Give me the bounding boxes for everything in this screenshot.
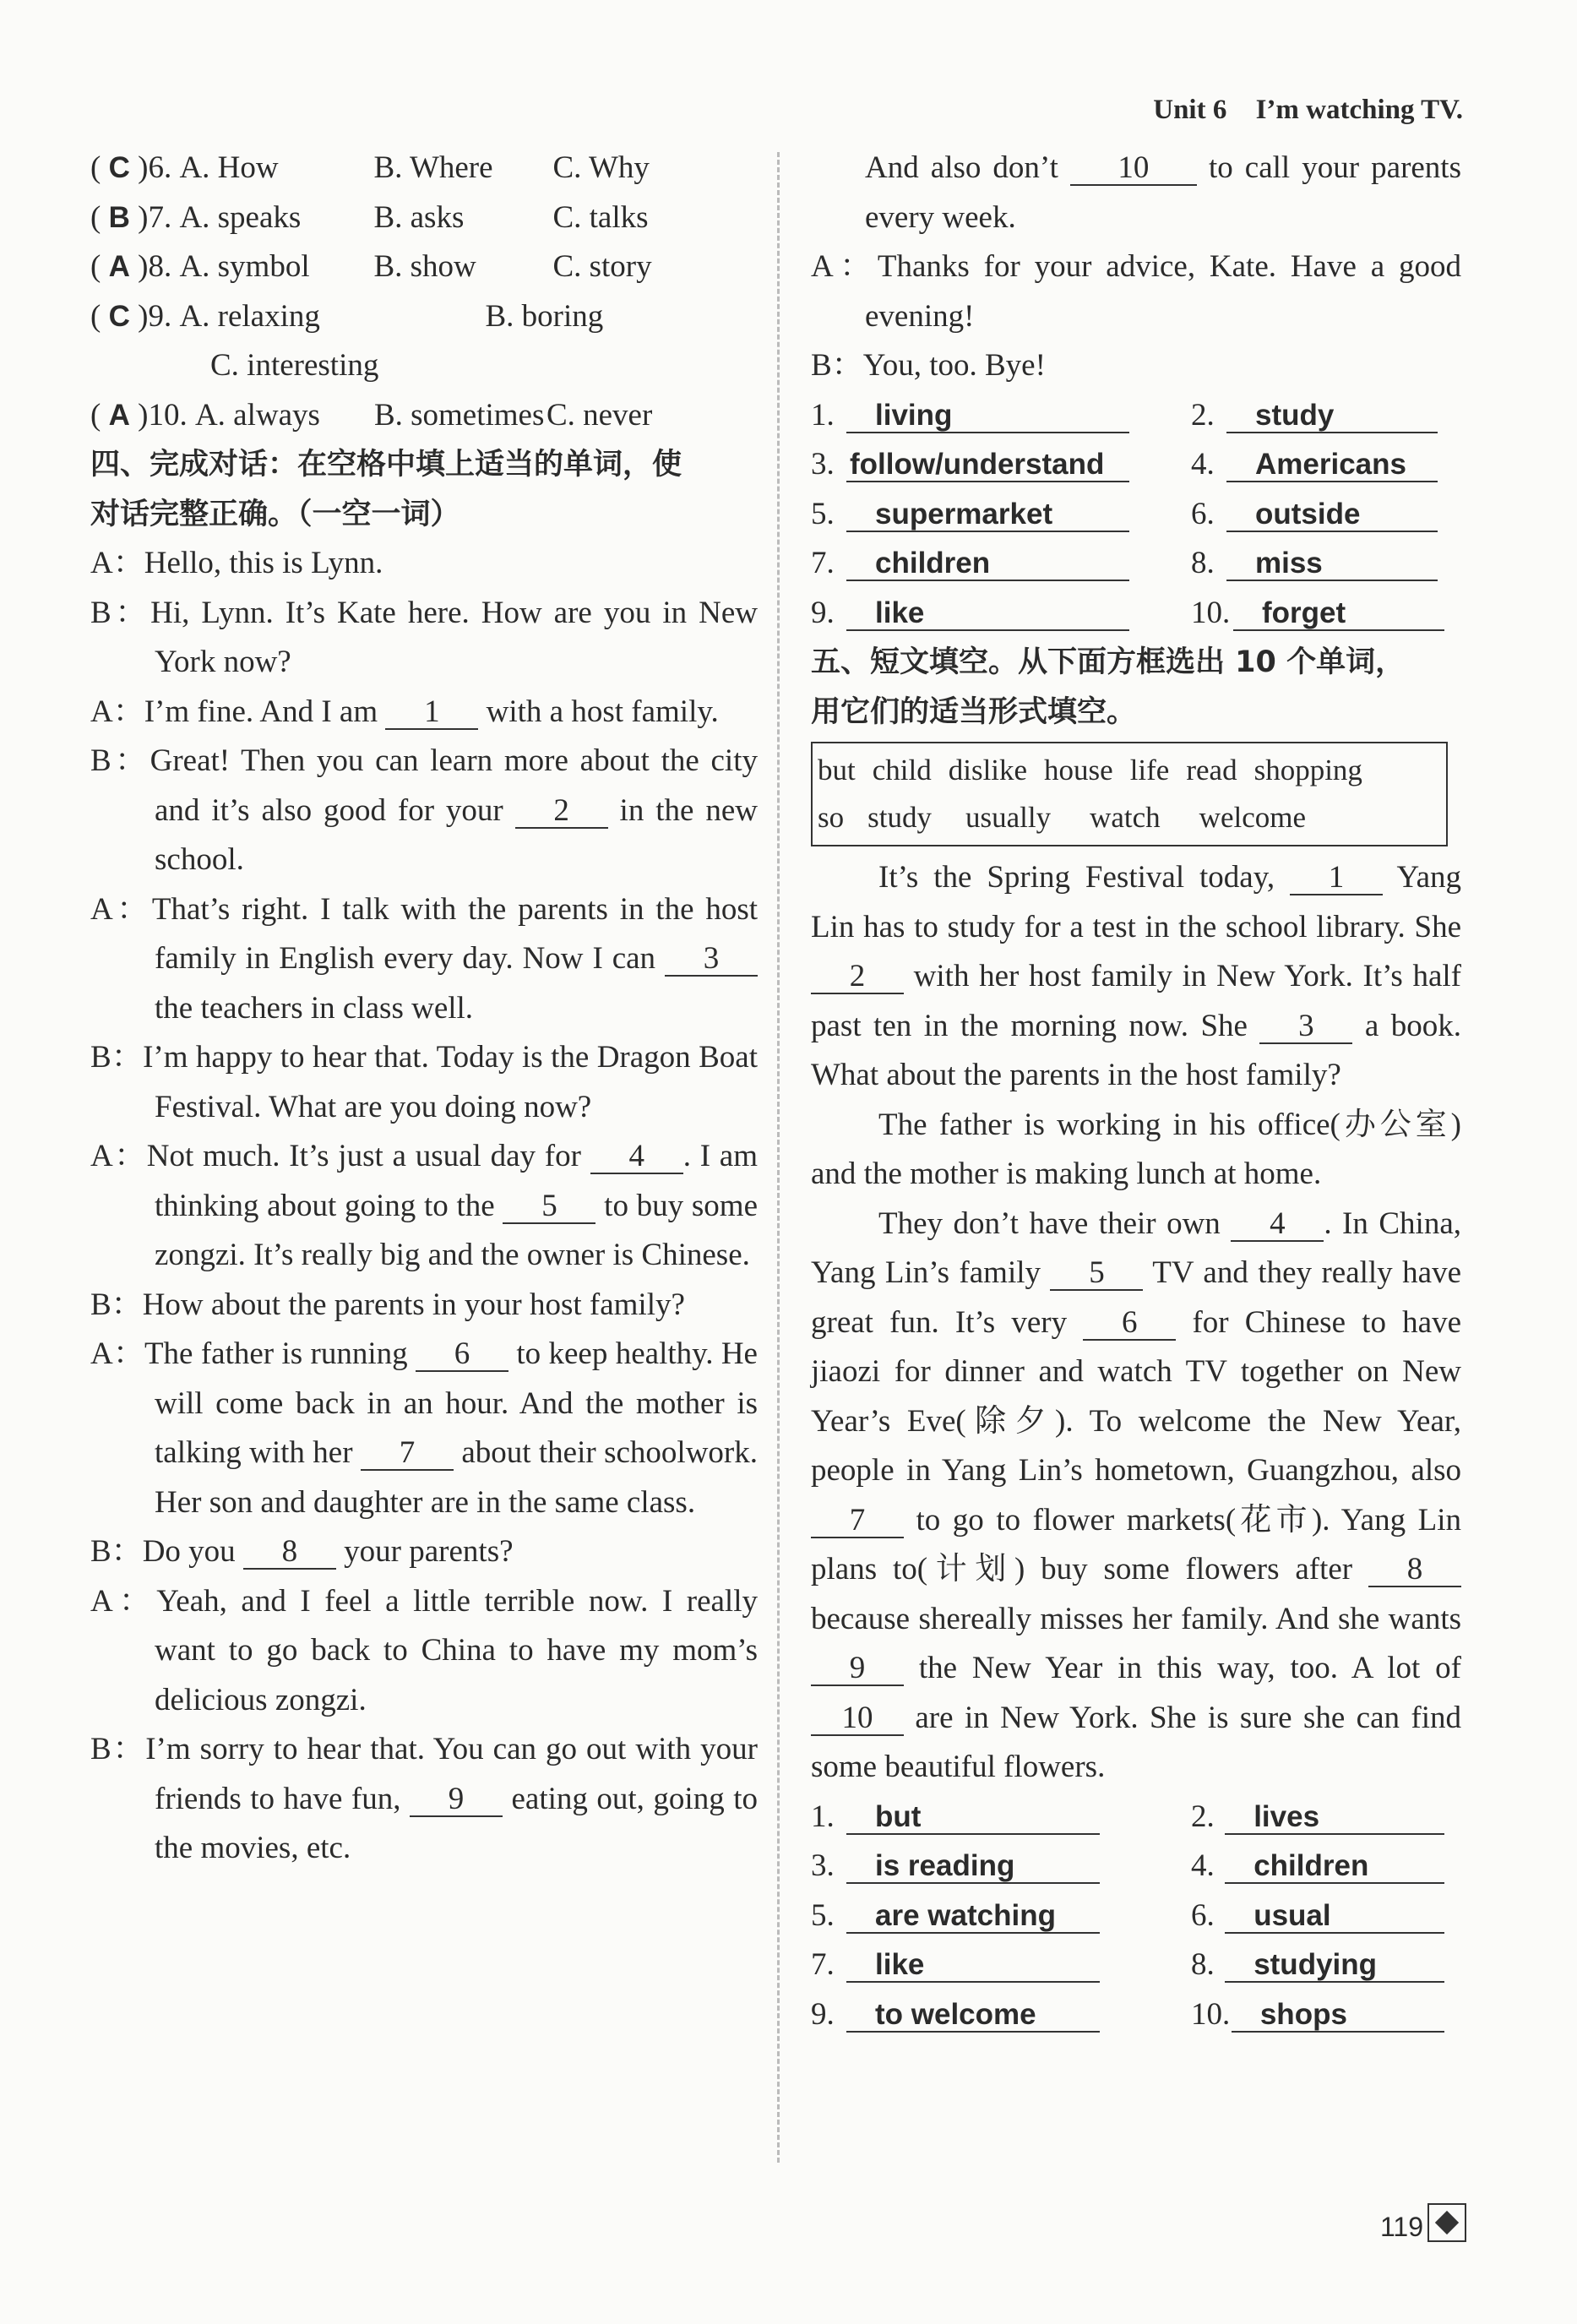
dialogue-line: B：How about the parents in your host family? [90, 1287, 685, 1322]
answer: forget [1233, 597, 1444, 631]
mc-option-b: B. asks [373, 199, 465, 235]
blank: 1 [1290, 862, 1383, 895]
blank: 3 [665, 943, 758, 977]
mc-option-a: A. relaxing [179, 298, 320, 334]
word-box: but child dislike house life read shopping so study usually watch welcome [811, 742, 1448, 846]
answer: study [1226, 400, 1438, 433]
answer: miss [1226, 547, 1438, 581]
mc-item-cont [90, 341, 758, 391]
answer: studying [1225, 1949, 1444, 1983]
mc-option-a: A. always [194, 397, 320, 433]
mc-option-a: A. symbol [179, 249, 310, 284]
blank: 5 [1050, 1257, 1143, 1291]
mc-answer: C [108, 151, 130, 184]
blank: 2 [811, 961, 904, 994]
left-column [90, 144, 758, 1874]
mc-option-c: C. talks [552, 199, 649, 235]
answer: usual [1225, 1900, 1444, 1934]
answer: follow/understand [846, 449, 1129, 482]
blank: 6 [416, 1338, 508, 1372]
right-column [811, 144, 1461, 2039]
dialogue-line: A：Thanks for your advice, Kate. Have a good evening! [811, 249, 1461, 334]
section5-heading: 五、短文填空。从下面方框选出 10 个单词， 用它们的适当形式填空。 [811, 645, 1406, 729]
dialogue-continuation: And also don’t 10 to call your parents every week. [865, 150, 1461, 235]
column-divider [777, 152, 780, 2163]
mc-option-b: B. Where [373, 150, 493, 185]
answer: children [846, 547, 1129, 581]
mc-option-a: A. speaks [179, 199, 302, 235]
dialogue-line: B：Hi, Lynn. It’s Kate here. How are you in New York now? [90, 595, 758, 679]
answer: outside [1226, 498, 1438, 532]
answer: to welcome [846, 1999, 1100, 2033]
page-number: 119 [1380, 2212, 1424, 2242]
diamond-logo-icon [1427, 2203, 1466, 2242]
section5-answers: 1. but 2. lives 3. is reading 4. children 5. are watching 6. usual 7. like 8. studying 9. to welcome 10. shops [811, 1793, 1461, 2040]
mc-answer: B [108, 200, 130, 234]
answer: like [846, 597, 1129, 631]
blank: 4 [1231, 1208, 1324, 1242]
answer: lives [1225, 1801, 1444, 1835]
unit-title: I’m watching TV. [1255, 95, 1463, 125]
answer: supermarket [846, 498, 1129, 532]
mc-item: ( C )9. A. relaxing B. boring [90, 292, 758, 342]
answer: is reading [846, 1850, 1100, 1884]
dialogue-line: B：I’m sorry to hear that. You can go out with your friends to have fun, 9 eating out, going to the movies, etc. [90, 1732, 758, 1865]
blank: 10 [811, 1702, 904, 1736]
mc-option-b: B. boring [485, 298, 604, 334]
dialogue-line: A：Not much. It’s just a usual day for 4 . I am thinking about going to the 5 to buy some zongzi. It’s really big and the owner is Chinese. [90, 1139, 758, 1272]
dialogue-line: A：Yeah, and I feel a little terrible now. I really want to go back to China to have my mom’s delicious zongzi. [90, 1583, 758, 1717]
mc-number: 9 [148, 298, 164, 334]
blank: 10 [1070, 152, 1197, 186]
answer: shops [1232, 1999, 1444, 2033]
mc-item: ( A )10. A. always B. sometimesC. never [90, 391, 758, 441]
passage-paragraph: They don’t have their own 4 . In China, Yang Lin’s family 5 TV and they really have great fun. It’s very 6 for Chinese to have jiaozi for dinner and watch TV together on New Year’s Eve(除夕). To welcome the New Year, people in Yang Lin’s hometown, Guangzhou, also 7 to go to flower markets(花市). Yang Lin plans to(计划) buy some flowers after 8 because shereally misses her family. And she wants 9 the New Year in this way, too. A lot of 10 are in New York. She is sure she can find some beautiful flowers. [811, 1206, 1462, 1784]
blank: 1 [385, 696, 478, 730]
mc-number: 10 [148, 397, 180, 433]
blank: 7 [811, 1505, 904, 1538]
section4-heading: 四、完成对话：在空格中填上适当的单词，使 对话完整正确。（一空一词） [90, 448, 682, 531]
blank: 6 [1083, 1307, 1176, 1341]
blank: 9 [811, 1652, 904, 1686]
blank: 8 [243, 1536, 336, 1570]
blank: 9 [410, 1783, 503, 1817]
dialogue-line: B：You, too. Bye! [811, 348, 1046, 383]
answer: like [846, 1949, 1100, 1983]
mc-option-c: C. never [546, 397, 653, 433]
blank: 2 [515, 795, 608, 829]
mc-item: ( B )7. A. speaks B. asks C. talks [90, 193, 758, 243]
mc-option-a: A. How [179, 150, 279, 185]
mc-option-c: C. story [552, 249, 652, 284]
mc-item: ( C )6. A. How B. Where C. Why [90, 144, 758, 193]
section4-answers: 1. living 2. study 3. follow/understand 4. Americans 5. supermarket 6. outside 7. children 8. miss 9. like 10. forget [811, 391, 1461, 639]
dialogue-line: A：I’m fine. And I am 1 with a host family. [90, 694, 719, 729]
dialogue-line: A：The father is running 6 to keep healthy. He will come back in an hour. And the mother is talking with her 7 about their schoolwork. Her son and daughter are in the same class. [90, 1336, 758, 1520]
mc-answer: A [108, 250, 130, 283]
mc-number: 7 [148, 199, 164, 235]
blank: 7 [361, 1437, 454, 1471]
mc-option-b: B. show [373, 249, 476, 284]
mc-option-b: B. sometimes [373, 397, 545, 433]
mc-answer: C [108, 299, 130, 333]
blank: 3 [1259, 1010, 1352, 1044]
dialogue-line: B：Do you 8 your parents? [90, 1534, 514, 1569]
mc-number: 8 [148, 249, 164, 284]
answer: but [846, 1801, 1100, 1835]
dialogue-line: A：Hello, this is Lynn. [90, 546, 383, 580]
blank: 8 [1368, 1554, 1461, 1587]
answer: Americans [1226, 449, 1438, 482]
page-header [1153, 95, 1463, 126]
answer: are watching [846, 1900, 1100, 1934]
mc-item: ( A )8. A. symbol B. show C. story [90, 242, 758, 292]
dialogue-line: A：That’s right. I talk with the parents in the host family in English every day. Now I can 3 the teachers in class well. [90, 891, 758, 1026]
passage-paragraph: The father is working in his office(办公室) and the mother is making lunch at home. [811, 1107, 1461, 1191]
blank: 5 [503, 1190, 595, 1224]
dialogue-line: B：Great! Then you can learn more about the city and it’s also good for your 2 in the new school. [90, 743, 758, 877]
unit-label: Unit 6 [1153, 95, 1227, 125]
mc-number: 6 [148, 150, 164, 185]
mc-option-c: C. interesting [210, 348, 379, 383]
mc-answer: A [108, 398, 130, 432]
blank: 4 [590, 1140, 683, 1174]
answer: living [846, 400, 1129, 433]
answer: children [1225, 1850, 1444, 1884]
mc-option-c: C. Why [552, 150, 650, 185]
dialogue-line: B：I’m happy to hear that. Today is the Dragon Boat Festival. What are you doing now? [90, 1040, 758, 1124]
passage-paragraph: It’s the Spring Festival today, 1 Yang Lin has to study for a test in the school library. She 2 with her host family in New York. It’s half past ten in the morning now. She 3 a book. What about the parents in the host family? [811, 860, 1461, 1092]
